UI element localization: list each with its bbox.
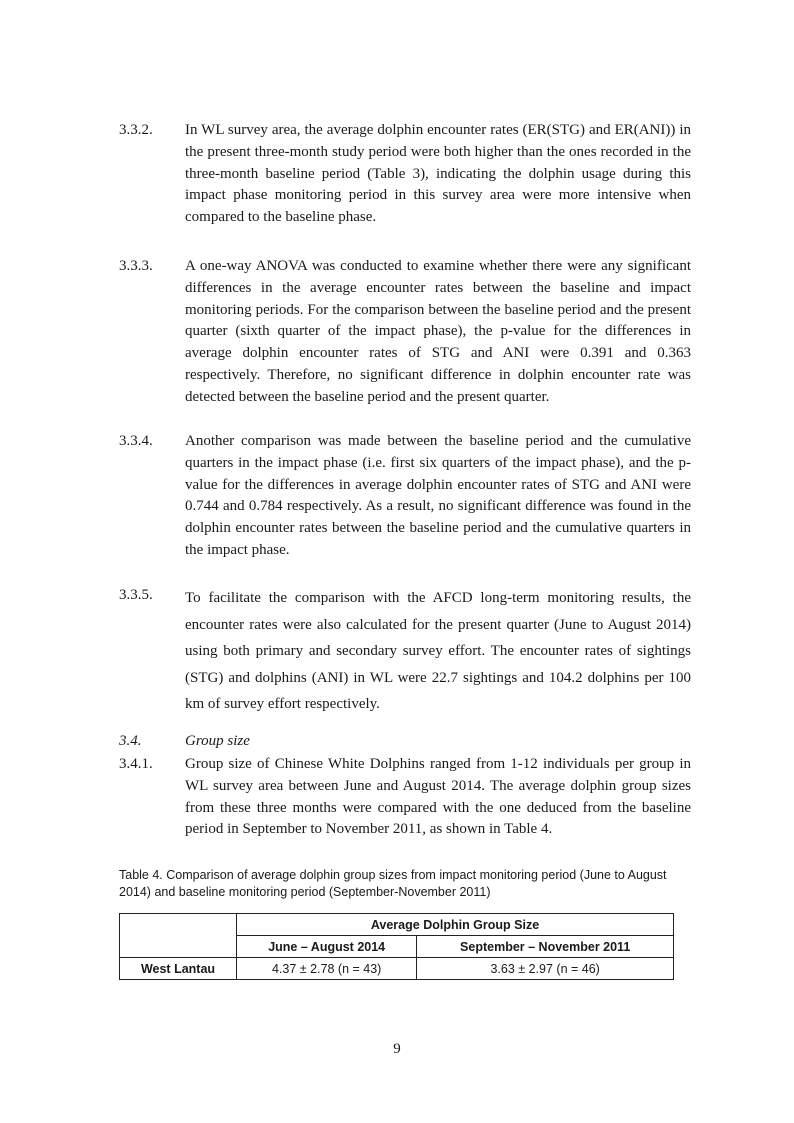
group-size-table: [119, 913, 674, 980]
cell-baseline-value: 3.63 ± 2.97 (n = 46): [417, 958, 674, 980]
section-number: 3.3.3.: [119, 258, 153, 274]
empty-corner-cell: [120, 914, 237, 958]
section-heading-title: Group size: [185, 733, 250, 749]
row-label: West Lantau: [120, 958, 237, 980]
section-number: 3.3.4.: [119, 433, 153, 449]
section-number: 3.3.2.: [119, 122, 153, 138]
table-caption: Table 4. Comparison of average dolphin group sizes from impact monitoring period (June to August 2014) and baseline monitoring period (September-November 2011): [119, 868, 667, 899]
section-3-3-3: [119, 256, 691, 409]
section-text: In WL survey area, the average dolphin encounter rates (ER(STG) and ER(ANI)) in the present three-month study period were both higher than the ones recorded in the three-month baseline period (Table 3), indicating the dolphin usage during this impact phase monitoring period in this survey area were more intensive when compared to the baseline phase.: [185, 122, 691, 226]
column-header-impact: June – August 2014: [237, 936, 417, 958]
section-text: Another comparison was made between the baseline period and the cumulative quarters in the impact phase (i.e. first six quarters of the impact phase), and the p-value for the differences in average dolphin encounter rates of STG and ANI were 0.744 and 0.784 respectively. As a result, no significant difference was found in the dolphin encounter rates between the baseline period and the cumulative quarters in the impact phase.: [185, 433, 691, 558]
section-text: To facilitate the comparison with the AFCD long-term monitoring results, the encounter rates were also calculated for the present quarter (June to August 2014) using both primary and secondary survey effort. The encounter rates of sightings (STG) and dolphins (ANI) in WL were 22.7 sightings and 104.2 dolphins per 100 km of survey effort respectively.: [185, 590, 691, 712]
page-number: 9: [393, 1041, 401, 1057]
table-header-row: [120, 914, 674, 936]
column-header-baseline: September – November 2011: [417, 936, 674, 958]
table-group-header: Average Dolphin Group Size: [237, 914, 674, 936]
section-3-3-2: [119, 120, 691, 229]
section-number: 3.3.5.: [119, 587, 153, 603]
section-number: 3.4.1.: [119, 756, 153, 772]
section-3-3-4: [119, 431, 691, 562]
section-text: Group size of Chinese White Dolphins ranged from 1-12 individuals per group in WL survey area between June and August 2014. The average dolphin group sizes from these three months were compared with the one deduced from the baseline period in September to November 2011, as shown in Table 4.: [185, 756, 691, 838]
section-heading-number: 3.4.: [119, 733, 142, 749]
section-3-4-1: [119, 754, 691, 841]
section-text: A one-way ANOVA was conducted to examine whether there were any significant differences in the average encounter rates between the baseline and impact monitoring periods. For the comparison between the baseline period and the present quarter (sixth quarter of the impact phase), the p-value for the differences in average dolphin encounter rates of STG and ANI were 0.391 and 0.363 respectively. Therefore, no significant difference in dolphin encounter rate was detected between the baseline period and the present quarter.: [185, 258, 691, 405]
cell-impact-value: 4.37 ± 2.78 (n = 43): [237, 958, 417, 980]
section-3-3-5: [119, 585, 691, 718]
table-row: [120, 958, 674, 980]
